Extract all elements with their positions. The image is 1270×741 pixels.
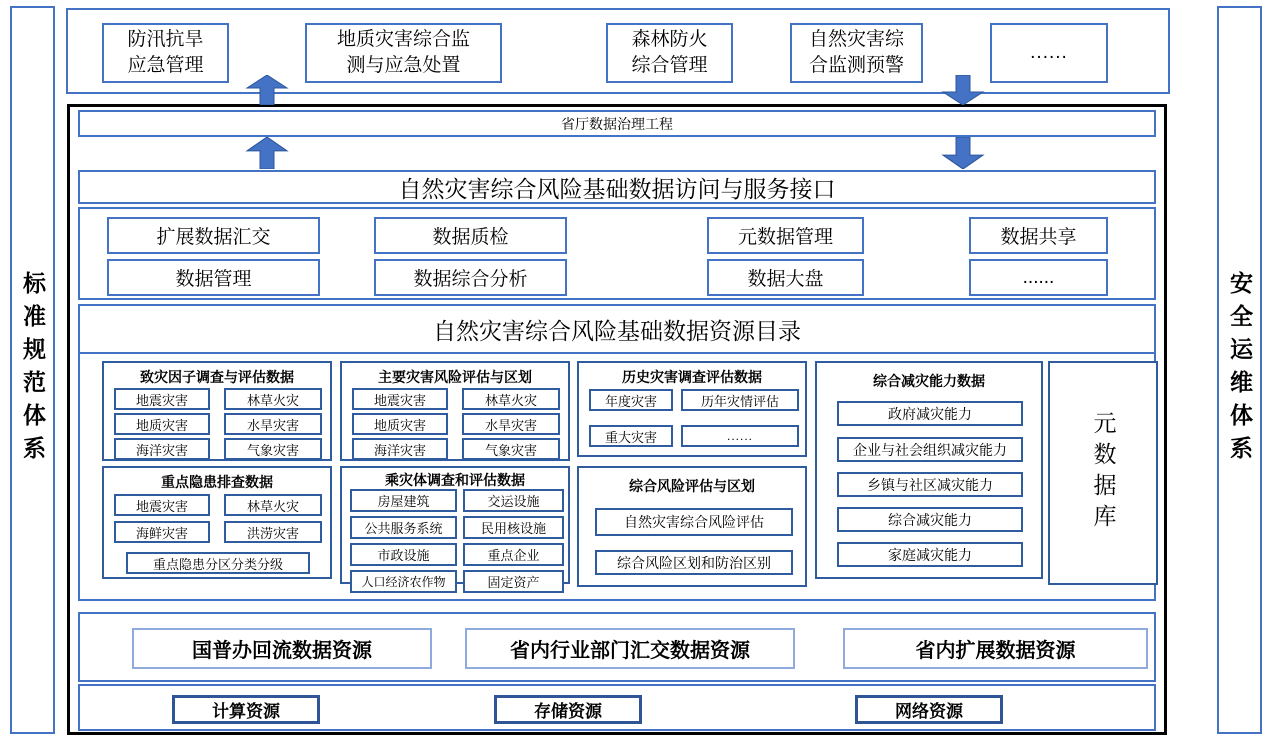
func-data-quality-check: 数据质检 xyxy=(374,217,567,254)
app-box-label-line: 测与应急处置 xyxy=(346,55,461,76)
governance-project-label: 省厅数据治理工程 xyxy=(561,115,673,132)
down-arrow-icon xyxy=(941,137,985,169)
data-access-service-label: 自然灾害综合风险基础数据访问与服务接口 xyxy=(398,175,836,202)
func-more: ...... xyxy=(969,259,1108,296)
group-mitigation-capacity xyxy=(815,361,1043,579)
catalog-title: 自然灾害综合风险基础数据资源目录 xyxy=(80,306,1154,354)
ellipsis-label: ...... xyxy=(1030,42,1068,63)
up-arrow-icon xyxy=(245,137,289,169)
func-data-sharing: 数据共享 xyxy=(969,217,1108,254)
app-box-more xyxy=(990,23,1108,83)
catalog-item: 固定资产 xyxy=(463,570,564,593)
catalog-item: 水旱灾害 xyxy=(224,413,322,435)
metadata-database-label: 元数据库 xyxy=(1090,411,1117,535)
up-arrow-icon xyxy=(245,75,289,105)
group-comprehensive-risk-zoning xyxy=(577,466,807,587)
security-ops-pillar xyxy=(1217,6,1262,734)
app-box-label-line: 防汛抗旱 xyxy=(127,29,204,50)
governance-project-bar xyxy=(78,110,1156,137)
catalog-item: 气象灾害 xyxy=(462,438,560,460)
resource-storage: 存储资源 xyxy=(494,695,642,724)
metadata-database-box xyxy=(1048,361,1158,585)
app-box-label-line: 森林防火 xyxy=(631,29,708,50)
catalog-item: 乡镇与社区减灾能力 xyxy=(837,472,1023,497)
catalog-item: 政府减灾能力 xyxy=(837,401,1023,426)
catalog-item: 地震灾害 xyxy=(352,388,448,410)
group-risk-assessment-zoning xyxy=(340,361,570,461)
app-box-flood-drought xyxy=(102,23,229,83)
catalog-item: 家庭减灾能力 xyxy=(837,542,1023,567)
catalog-item: 重点隐患分区分类分级 xyxy=(126,552,310,574)
func-data-management: 数据管理 xyxy=(107,259,320,296)
catalog-item: 海洋灾害 xyxy=(352,438,448,460)
app-box-geological xyxy=(305,23,502,83)
group-hazard-factor-survey xyxy=(102,361,332,461)
group-hidden-danger-survey xyxy=(102,466,332,579)
catalog-item: 地质灾害 xyxy=(114,413,210,435)
catalog-item: 洪涝灾害 xyxy=(224,521,322,543)
application-layer xyxy=(66,8,1170,94)
source-national-survey-returned-data: 国普办回流数据资源 xyxy=(132,628,432,669)
func-extended-data-submission: 扩展数据汇交 xyxy=(107,217,320,254)
app-box-label-line: 应急管理 xyxy=(127,55,204,76)
catalog-item: 房屋建筑 xyxy=(350,489,457,512)
func-comprehensive-analysis: 数据综合分析 xyxy=(374,259,567,296)
group-disaster-bearing-body-survey xyxy=(340,466,570,590)
catalog-item: 水旱灾害 xyxy=(462,413,560,435)
catalog-item: 历年灾情评估 xyxy=(681,389,799,411)
catalog-item: 重大灾害 xyxy=(589,425,673,447)
catalog-item: 年度灾害 xyxy=(589,389,673,411)
data-sources-section xyxy=(78,612,1156,682)
security-ops-pillar-label: 安全运维体系 xyxy=(1227,271,1253,469)
resource-computing: 计算资源 xyxy=(172,695,320,724)
catalog-item: 林草火灾 xyxy=(224,494,322,516)
catalog-section xyxy=(78,304,1156,601)
catalog-item: 综合减灾能力 xyxy=(837,507,1023,532)
catalog-item-more: ...... xyxy=(681,425,799,447)
catalog-item: 林草火灾 xyxy=(224,388,322,410)
group-title: 主要灾害风险评估与区划 xyxy=(378,369,532,385)
data-access-service-header xyxy=(78,170,1156,204)
standards-pillar-label: 标准规范体系 xyxy=(20,271,46,469)
app-box-label-line: 综合管理 xyxy=(631,55,708,76)
catalog-item: 气象灾害 xyxy=(224,438,322,460)
catalog-item: 地震灾害 xyxy=(114,494,210,516)
app-box-disaster-warning xyxy=(790,23,923,83)
catalog-item: 市政设施 xyxy=(350,543,457,566)
app-box-label-line: 自然灾害综 xyxy=(808,29,904,50)
app-box-label-line: 合监测预警 xyxy=(808,55,904,76)
catalog-item: 重点企业 xyxy=(463,543,564,566)
group-title: 重点隐患排查数据 xyxy=(161,474,273,490)
group-title: 历史灾害调查评估数据 xyxy=(622,369,762,385)
catalog-item: 林草火灾 xyxy=(462,388,560,410)
functions-section xyxy=(78,207,1156,300)
app-box-forest-fire xyxy=(606,23,733,83)
catalog-item: 民用核设施 xyxy=(463,516,564,539)
catalog-item: 地质灾害 xyxy=(352,413,448,435)
func-data-dashboard: 数据大盘 xyxy=(707,259,864,296)
catalog-item: 交运设施 xyxy=(463,489,564,512)
down-arrow-icon xyxy=(941,75,985,105)
catalog-item: 综合风险区划和防治区别 xyxy=(595,550,793,575)
source-provincial-industry-submitted-data: 省内行业部门汇交数据资源 xyxy=(465,628,795,669)
func-metadata-management: 元数据管理 xyxy=(707,217,864,254)
group-title: 综合风险评估与区划 xyxy=(629,478,755,494)
catalog-item: 海鲜灾害 xyxy=(114,521,210,543)
group-title: 致灾因子调查与评估数据 xyxy=(140,369,294,385)
group-title: 乘灾体调查和评估数据 xyxy=(385,472,525,488)
infrastructure-section xyxy=(78,684,1156,731)
group-title: 综合减灾能力数据 xyxy=(873,373,985,389)
standards-pillar xyxy=(10,6,55,734)
platform-frame xyxy=(67,104,1167,735)
catalog-item: 人口经济农作物 xyxy=(350,570,457,593)
app-box-label-line: 地质灾害综合监 xyxy=(336,29,470,50)
catalog-item: 公共服务系统 xyxy=(350,516,457,539)
catalog-item: 自然灾害综合风险评估 xyxy=(595,508,793,536)
catalog-item: 地震灾害 xyxy=(114,388,210,410)
resource-network: 网络资源 xyxy=(855,695,1003,724)
catalog-item: 企业与社会组织减灾能力 xyxy=(837,437,1023,462)
catalog-item: 海洋灾害 xyxy=(114,438,210,460)
source-provincial-extended-data: 省内扩展数据资源 xyxy=(843,628,1148,669)
group-historical-disaster-survey xyxy=(577,361,807,457)
